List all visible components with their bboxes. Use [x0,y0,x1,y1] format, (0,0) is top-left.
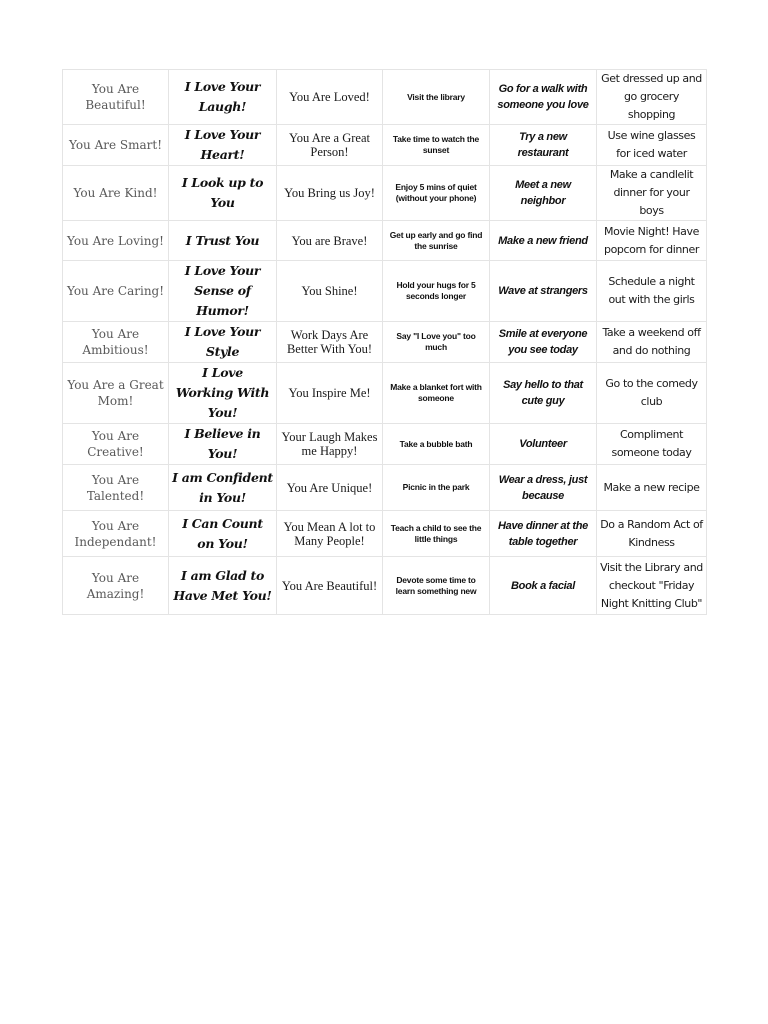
love-note-cell: I Love Your Style [169,322,277,363]
compliment-cell: You Are Smart! [63,125,169,166]
love-note-cell: I am Confident in You! [169,465,277,511]
table-row [63,261,707,322]
compliment-cell: You Are Beautiful! [63,70,169,125]
idea-cell: Say "I Love you" too much [383,322,490,363]
outing-cell: Try a new restaurant [490,125,597,166]
praise-cell: Work Days Are Better With You! [277,322,383,363]
idea-cell: Visit the library [383,70,490,125]
idea-cell: Make a blanket fort with someone [383,363,490,424]
outing-cell: Wear a dress, just because [490,465,597,511]
love-note-cell: I Love Your Sense of Humor! [169,261,277,322]
plan-cell: Get dressed up and go grocery shopping [597,70,707,125]
plan-cell: Go to the comedy club [597,363,707,424]
idea-cell: Devote some time to learn something new [383,557,490,615]
table-row [63,424,707,465]
plan-cell: Movie Night! Have popcorn for dinner [597,221,707,261]
love-note-cell: I Trust You [169,221,277,261]
table-row [63,511,707,557]
love-note-cell: I Love Your Heart! [169,125,277,166]
outing-cell: Go for a walk with someone you love [490,70,597,125]
outing-cell: Say hello to that cute guy [490,363,597,424]
outing-cell: Meet a new neighbor [490,166,597,221]
table-row [63,166,707,221]
idea-cell: Take time to watch the sunset [383,125,490,166]
plan-cell: Visit the Library and checkout "Friday Night Knitting Club" [597,557,707,615]
outing-cell: Book a facial [490,557,597,615]
table-row [63,557,707,615]
idea-cell: Teach a child to see the little things [383,511,490,557]
plan-cell: Use wine glasses for iced water [597,125,707,166]
outing-cell: Smile at everyone you see today [490,322,597,363]
praise-cell: You Shine! [277,261,383,322]
compliment-cell: You Are Loving! [63,221,169,261]
love-note-cell: I Believe in You! [169,424,277,465]
cards-table [62,69,707,615]
compliment-cell: You Are Ambitious! [63,322,169,363]
table-row [63,221,707,261]
outing-cell: Have dinner at the table together [490,511,597,557]
compliment-cell: You Are Creative! [63,424,169,465]
table-row [63,465,707,511]
praise-cell: You Mean A lot to Many People! [277,511,383,557]
outing-cell: Make a new friend [490,221,597,261]
idea-cell: Take a bubble bath [383,424,490,465]
plan-cell: Do a Random Act of Kindness [597,511,707,557]
idea-cell: Hold your hugs for 5 seconds longer [383,261,490,322]
plan-cell: Make a new recipe [597,465,707,511]
table-row [63,125,707,166]
plan-cell: Compliment someone today [597,424,707,465]
card-sheet [62,69,706,615]
plan-cell: Make a candlelit dinner for your boys [597,166,707,221]
compliment-cell: You Are Kind! [63,166,169,221]
praise-cell: You Are Unique! [277,465,383,511]
idea-cell: Picnic in the park [383,465,490,511]
praise-cell: Your Laugh Makes me Happy! [277,424,383,465]
love-note-cell: I am Glad to Have Met You! [169,557,277,615]
idea-cell: Get up early and go find the sunrise [383,221,490,261]
love-note-cell: I Love Your Laugh! [169,70,277,125]
idea-cell: Enjoy 5 mins of quiet (without your phone) [383,166,490,221]
praise-cell: You are Brave! [277,221,383,261]
praise-cell: You Are Loved! [277,70,383,125]
praise-cell: You Inspire Me! [277,363,383,424]
compliment-cell: You Are Independant! [63,511,169,557]
praise-cell: You Are Beautiful! [277,557,383,615]
compliment-cell: You Are Talented! [63,465,169,511]
love-note-cell: I Can Count on You! [169,511,277,557]
plan-cell: Schedule a night out with the girls [597,261,707,322]
table-row [63,322,707,363]
outing-cell: Wave at strangers [490,261,597,322]
table-row [63,363,707,424]
praise-cell: You Bring us Joy! [277,166,383,221]
table-row [63,70,707,125]
plan-cell: Take a weekend off and do nothing [597,322,707,363]
outing-cell: Volunteer [490,424,597,465]
love-note-cell: I Love Working With You! [169,363,277,424]
compliment-cell: You Are Amazing! [63,557,169,615]
compliment-cell: You Are a Great Mom! [63,363,169,424]
praise-cell: You Are a Great Person! [277,125,383,166]
compliment-cell: You Are Caring! [63,261,169,322]
love-note-cell: I Look up to You [169,166,277,221]
